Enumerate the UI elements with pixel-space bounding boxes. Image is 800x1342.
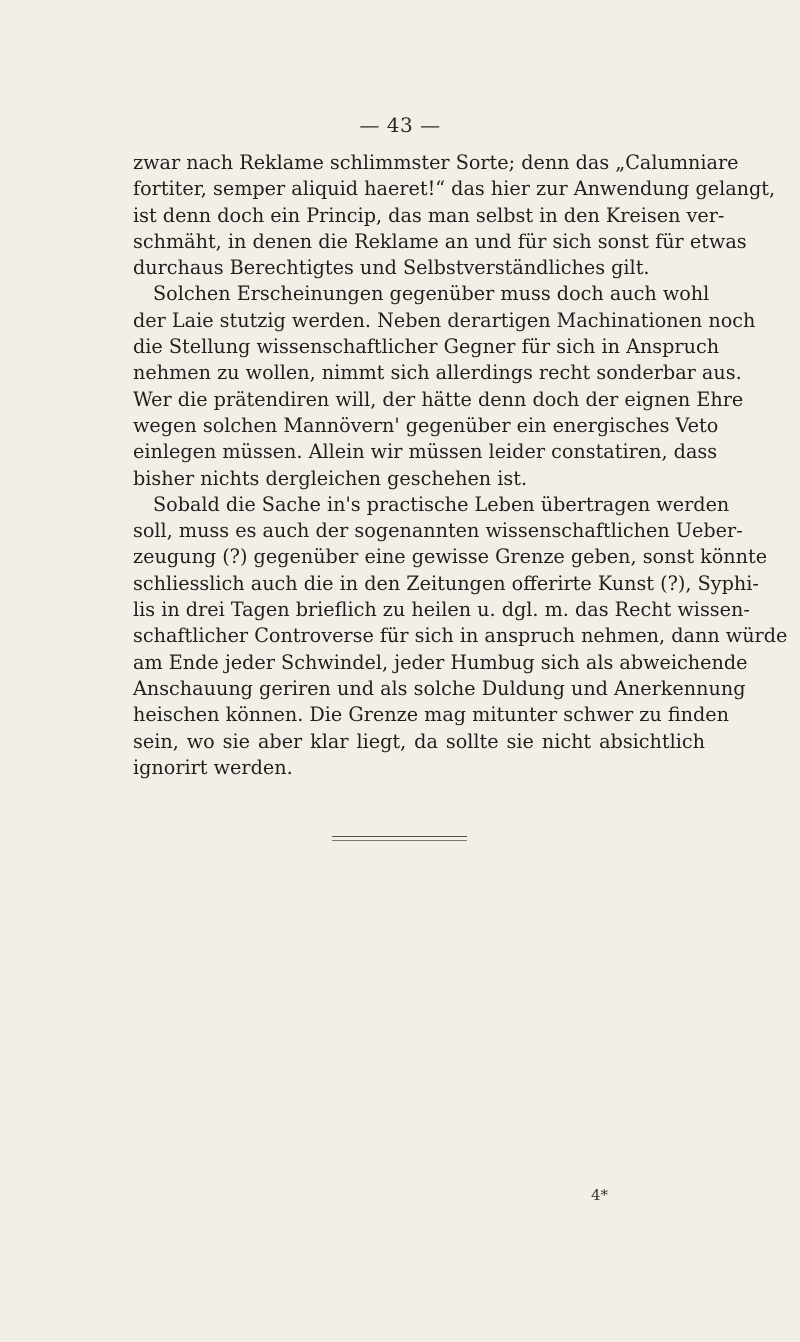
text-line: bisher nichts dergleichen geschehen ist.: [133, 466, 528, 490]
text-line: Solchen Erscheinungen gegenüber muss doch auch wohl: [153, 282, 710, 306]
text-line: lis in drei Tagen brieflich zu heilen u. dgl. m. das Recht wissen-: [133, 598, 750, 622]
text-line: schliesslich auch die in den Zeitungen offerirte Kunst (?), Syphi-: [133, 571, 759, 595]
text-line: ist denn doch ein Princip, das man selbst in den Kreisen ver-: [133, 203, 725, 227]
text-line: die Stellung wissenschaftlicher Gegner für sich in Anspruch: [133, 335, 720, 359]
section-divider: [332, 840, 467, 841]
text-line: ignorirt werden.: [133, 755, 293, 779]
text-line: Sobald die Sache in's practische Leben übertragen werden: [153, 492, 730, 516]
text-line: heischen können. Die Grenze mag mitunter schwer zu finden: [133, 703, 729, 727]
body-text: [133, 150, 788, 781]
text-line: schaftlicher Controverse für sich in anspruch nehmen, dann würde: [133, 624, 788, 648]
page-number: — 43 —: [359, 113, 441, 137]
text-line: am Ende jeder Schwindel, jeder Humbug sich als abweichende: [133, 650, 748, 674]
text-line: fortiter, semper aliquid haeret!“ das hier zur Anwendung gelangt,: [133, 177, 776, 201]
text-line: durchaus Berechtigtes und Selbstverständliches gilt.: [133, 256, 650, 280]
text-line: zwar nach Reklame schlimmster Sorte; denn das „Calumniare: [133, 151, 739, 174]
signature-mark: 4*: [591, 1186, 609, 1204]
text-line: soll, muss es auch der sogenannten wissenschaftlichen Ueber-: [133, 519, 743, 543]
text-line: schmäht, in denen die Reklame an und für sich sonst für etwas: [133, 229, 747, 253]
text-line: Anschauung geriren und als solche Duldung und Anerkennung: [133, 676, 746, 700]
text-line: zeugung (?) gegenüber eine gewisse Grenze geben, sonst könnte: [133, 545, 768, 569]
text-line: einlegen müssen. Allein wir müssen leider constatiren, dass: [133, 440, 718, 464]
text-line: Wer die prätendiren will, der hätte denn doch der eignen Ehre: [133, 387, 744, 411]
text-line: nehmen zu wollen, nimmt sich allerdings recht sonderbar aus.: [133, 361, 742, 385]
section-divider: [332, 836, 467, 837]
text-line: sein, wo sie aber klar liegt, da sollte sie nicht absichtlich: [133, 729, 705, 753]
text-line: wegen solchen Mannövern' gegenüber ein energisches Veto: [133, 413, 719, 437]
text-line: der Laie stutzig werden. Neben derartigen Machinationen noch: [133, 308, 756, 332]
